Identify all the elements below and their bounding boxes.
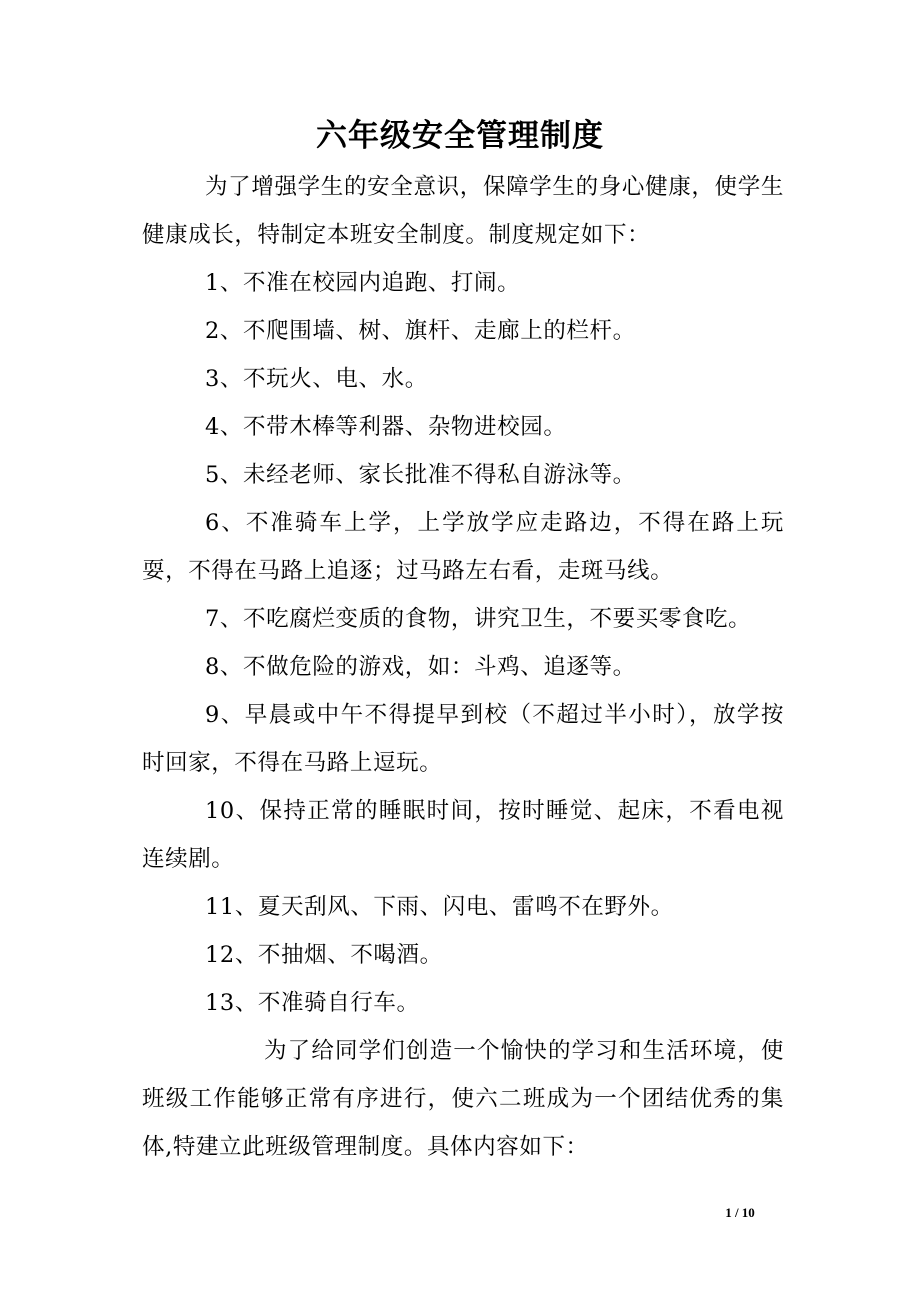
rule-item: 12、不抽烟、不喝酒。 xyxy=(205,942,443,968)
rule-item: 2、不爬围墙、树、旗杆、走廊上的栏杆。 xyxy=(205,318,636,344)
rule-item: 1、不准在校园内追跑、打闹。 xyxy=(205,270,521,296)
rule-item: 8、不做危险的游戏，如：斗鸡、追逐等。 xyxy=(205,654,636,680)
rule-item: 13、不准骑自行车。 xyxy=(205,990,420,1016)
closing-paragraph: 为了给同学们创造一个愉快的学习和生活环境，使班级工作能够正常有序进行，使六二班成为一个团结优秀的集体,特建立此班级管理制度。具体内容如下： xyxy=(142,1038,784,1160)
rule-item: 7、不吃腐烂变质的食物，讲究卫生，不要买零食吃。 xyxy=(205,606,752,632)
rule-item: 3、不玩火、电、水。 xyxy=(205,366,428,392)
rule-item: 9、早晨或中午不得提早到校（不超过半小时），放学按时回家，不得在马路上逗玩。 xyxy=(142,702,784,776)
document-title: 六年级安全管理制度 xyxy=(316,118,604,154)
rule-item: 11、夏天刮风、下雨、闪电、雷鸣不在野外。 xyxy=(205,894,674,920)
rule-item: 5、未经老师、家长批准不得私自游泳等。 xyxy=(205,462,636,488)
rule-item: 4、不带木棒等利器、杂物进校园。 xyxy=(205,414,567,440)
rule-item: 10、保持正常的睡眠时间，按时睡觉、起床，不看电视连续剧。 xyxy=(142,798,784,872)
intro-paragraph: 为了增强学生的安全意识，保障学生的身心健康，使学生健康成长，特制定本班安全制度。制度规定如下： xyxy=(142,174,784,248)
rule-item: 6、不准骑车上学，上学放学应走路边，不得在路上玩耍，不得在马路上追逐；过马路左右看，走斑马线。 xyxy=(142,510,784,584)
page-number: 1 / 10 xyxy=(725,1205,755,1220)
document-body xyxy=(142,163,784,1171)
